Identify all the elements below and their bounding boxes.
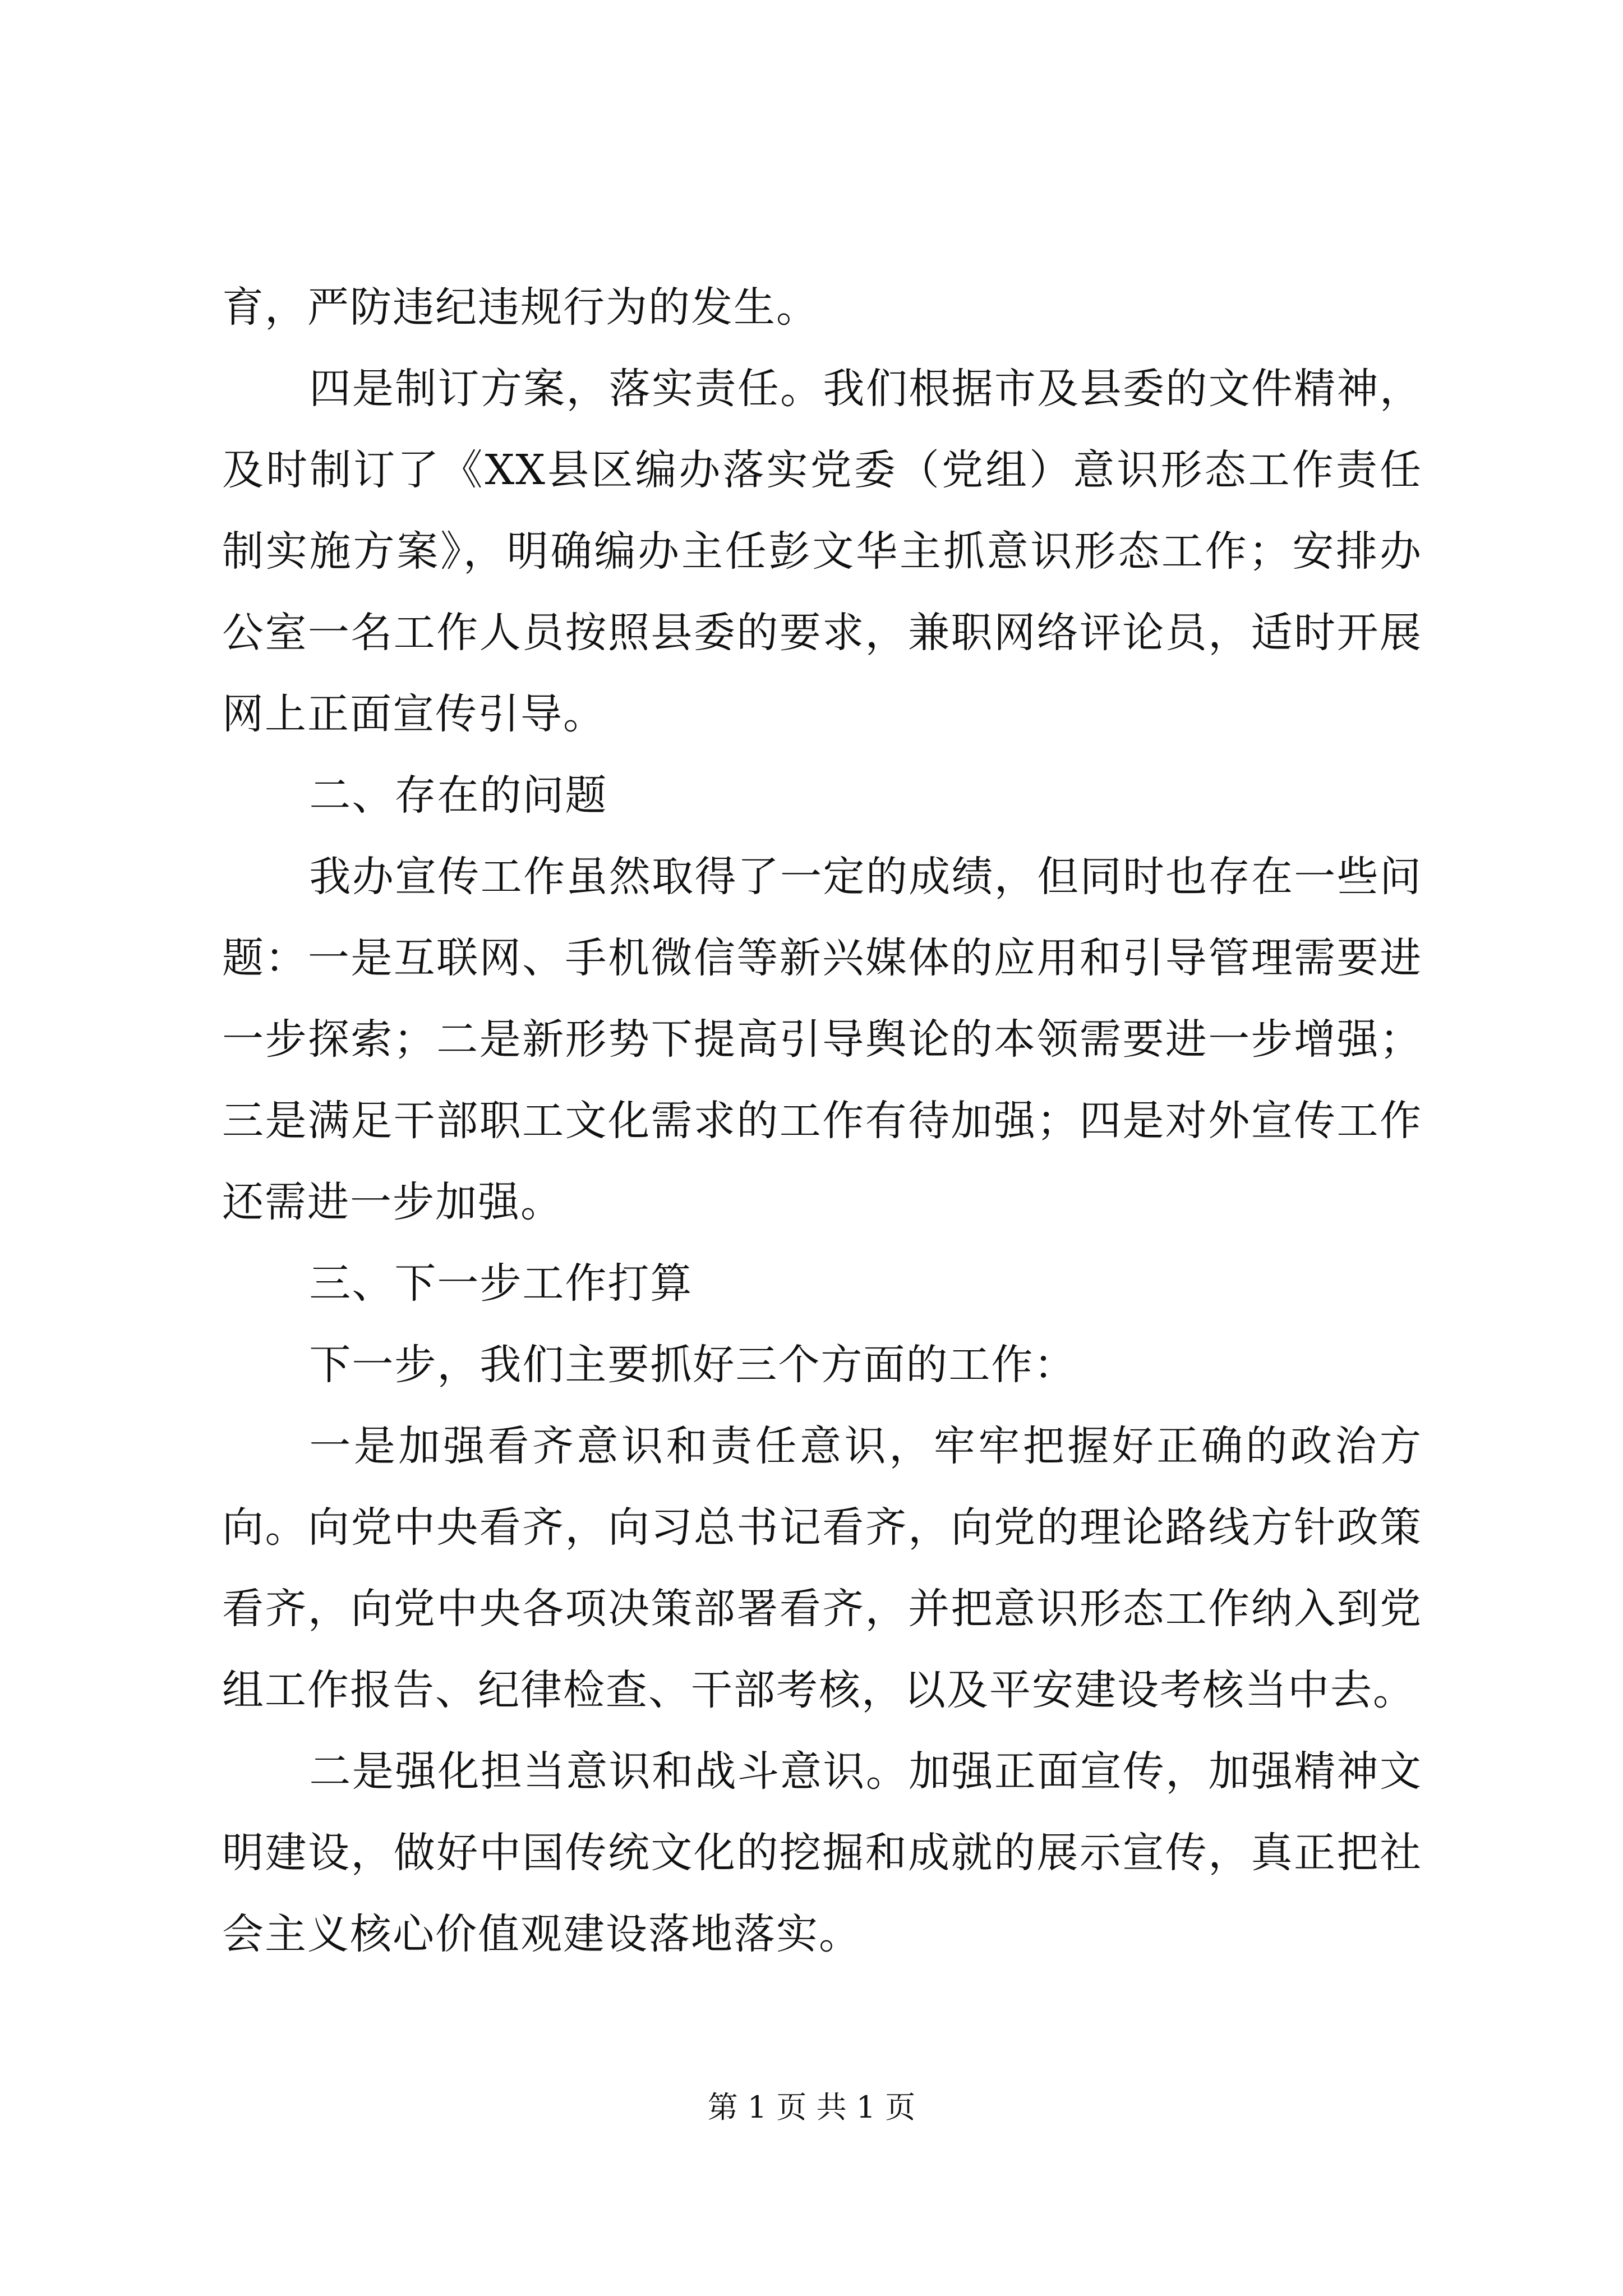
- section-heading-next-steps: 三、下一步工作打算: [309, 1259, 693, 1308]
- paragraph-next-step-two: 二是强化担当意识和战斗意识。加强正面宣传，加强精神文明建设，做好中国传统文化的挖掘和成就的展示宣传，真正把社会主义核心价值观建设落地落实。: [222, 1747, 1422, 1958]
- section-heading-problems: 二、存在的问题: [309, 771, 608, 820]
- document-body: [222, 267, 1422, 1975]
- paragraph-continuation: 育，严防违纪违规行为的发生。: [222, 283, 819, 332]
- paragraph-next-step-one: 一是加强看齐意识和责任意识，牢牢把握好正确的政治方向。向党中央看齐，向习总书记看齐，向党的理论路线方针政策看齐，向党中央各项决策部署看齐，并把意识形态工作纳入到党组工作报告、纪律检查、干部考核，以及平安建设考核当中去。: [222, 1422, 1422, 1714]
- paragraph-point-four: 四是制订方案，落实责任。我们根据市及县委的文件精神，及时制订了《XX县区编办落实党委（党组）意识形态工作责任制实施方案》，明确编办主任彭文华主抓意识形态工作；安排办公室一名工作人员按照县委的要求，兼职网络评论员，适时开展网上正面宣传引导。: [222, 365, 1422, 738]
- page-footer: 第 1 页 共 1 页: [707, 2090, 916, 2125]
- paragraph-next-steps-intro: 下一步，我们主要抓好三个方面的工作：: [309, 1341, 1077, 1389]
- paragraph-problems: 我办宣传工作虽然取得了一定的成绩，但同时也存在一些问题：一是互联网、手机微信等新兴媒体的应用和引导管理需要进一步探索；二是新形势下提高引导舆论的本领需要进一步增强；三是满足干部职工文化需求的工作有待加强；四是对外宣传工作还需进一步加强。: [222, 853, 1422, 1226]
